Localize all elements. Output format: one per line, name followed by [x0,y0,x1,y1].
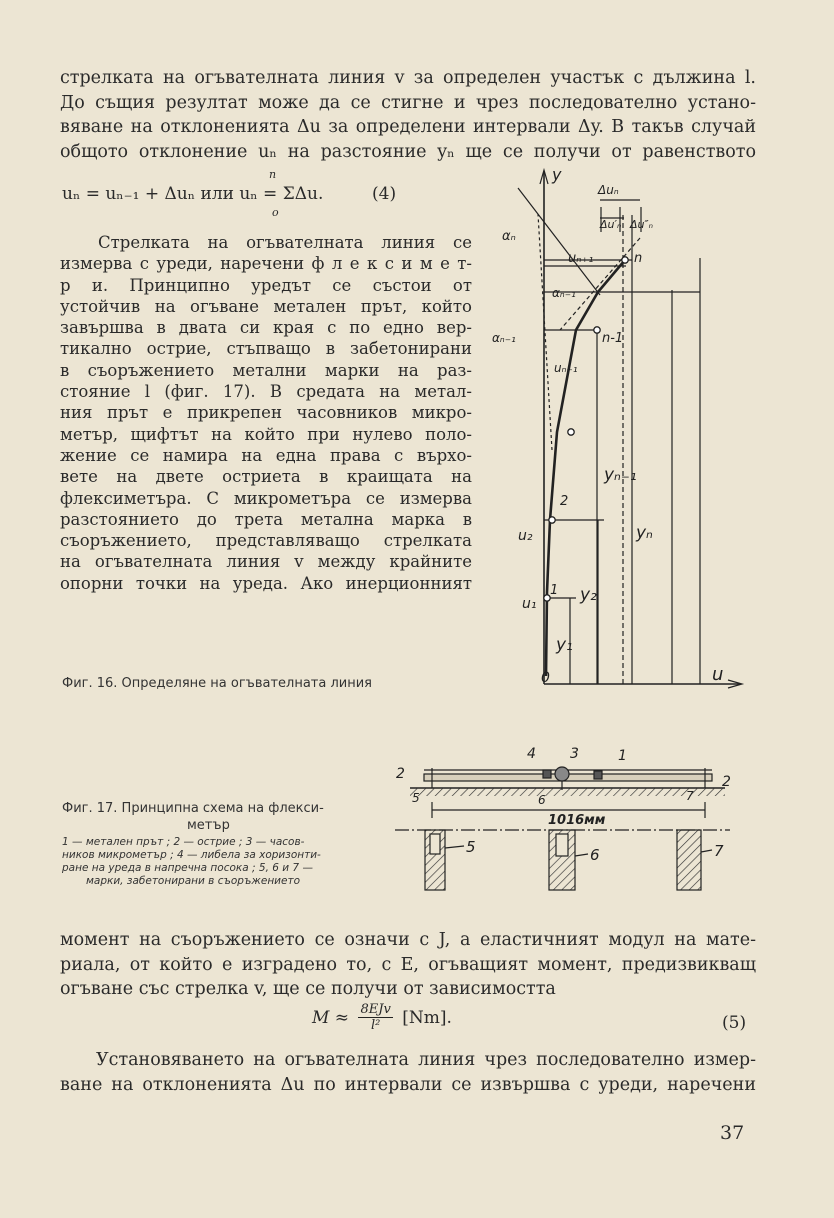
label-alpha-n1: αₙ₋₁ [552,286,576,300]
label-alpha-n1b: αₙ₋₁ [492,331,516,345]
text-line: общото отклонение uₙ на разстояние yₙ ще се получи от равенството [60,141,756,162]
label-2-left: 2 [396,766,405,782]
label-y-n1: yₙ₋₁ [604,465,637,485]
tangent-line [518,188,600,295]
legend-line: 1 — метален прът ; 2 — острие ; 3 — часов- [62,836,305,848]
legend-line: марки, забетонирани в съоръжението [86,875,301,887]
text-line: съоръжението, представляващо стрелката [60,531,472,551]
equation-5-number: (5) [722,1013,747,1033]
equation-4-sum-lower: o [272,206,279,219]
equation-4-sum-upper: n [269,168,277,181]
text-line: флексиметъра. С микрометъра се измерва [60,488,472,508]
text-line: момент на съоръжението се означи с J, а еластичният модул на мате- [60,930,756,950]
label-u-2: u₂ [518,528,533,544]
leader-5 [445,846,464,848]
label-5-top: 5 [412,791,420,805]
curve-point-n [622,257,628,263]
label-6-top: 6 [538,793,546,807]
equation-5-numerator: 8EJv [360,1002,391,1017]
page-number: 37 [720,1122,745,1144]
label-point-n1: n-1 [602,331,624,346]
text-line: тикално острие, стъпващо в забетонирани [60,339,472,359]
label-y-1: y₁ [556,635,573,655]
last-paragraph [60,1048,756,1097]
label-point-2: 2 [560,494,569,509]
leader-7 [701,850,712,852]
text-line: Стрелката на огъвателната линия се [98,233,472,252]
label-du-n: Δuₙ [598,183,619,197]
text-line: в съоръжението метални марки на раз- [60,360,472,380]
text-line: опорни точки на уреда. Ако инерционният [60,573,472,593]
label-y-n: yₙ [636,523,653,543]
label-5-bottom: 5 [466,838,476,856]
text-line: стояние l (фиг. 17). В средата на метал- [60,382,472,402]
text-line: р и. Принципно уредът се състои от [60,275,472,295]
label-y-axis: y [552,165,562,184]
label-2-right: 2 [722,774,731,790]
label-du-n-prime: Δu′ₙ [600,218,622,231]
label-6-bottom: 6 [590,846,600,864]
label-7-bottom: 7 [714,842,724,860]
label-4: 4 [527,746,536,762]
label-alpha-n: αₙ [502,229,516,244]
text-line: ния прът е прикрепен часовников микро- [60,403,472,423]
label-1: 1 [618,748,627,764]
text-line: огъване със стрелка v, ще се получи от зависимостта [60,979,556,999]
label-point-n: n [634,251,643,266]
figure-17-diagram [0,730,834,930]
equation-4-number: (4) [372,184,397,204]
text-line: вете на двете остриета в краищата на [60,467,472,487]
rod-block [594,771,602,779]
label-3: 3 [570,746,579,762]
label-u-n1: uₙ₊₁ [568,251,594,266]
ground-hatch [410,788,725,796]
curve-point-n-1 [594,327,600,333]
marker-7 [677,830,701,890]
text-line: измерва с уреди, наречени ф л е к с и м е т- [60,254,472,274]
equation-5 [312,1002,452,1033]
legend-line: ников микрометър ; 4 — либела за хоризонти- [62,849,321,861]
marker-6-inner [556,834,568,856]
label-point-1: 1 [550,583,559,598]
text-line: жение се намира на една права с върхо- [60,445,472,465]
equation-5-units: [Nm]. [402,1007,452,1028]
equation-5-fraction [358,1002,392,1033]
label-u-1: u₁ [522,596,537,612]
label-7-top: 7 [686,789,694,803]
text-line: устойчив на огъване метален прът, който [60,296,472,316]
text-line: вяване на отклоненията Δu за определени интервали Δy. В такъв случай [60,117,756,137]
micrometer [555,767,569,781]
text-line: метър, щифтът на който при нулево поло- [60,424,472,444]
leader-6 [575,854,588,856]
label-u-axis: u [712,664,724,685]
label-du-n-dprime: Δu″ₙ [630,218,653,231]
text-line: на огъвателната линия v между крайните [60,552,472,572]
label-origin: 0 [541,670,550,686]
curve-point-mid [568,429,574,435]
equation-5-lhs: M ≈ [312,1007,350,1028]
figure-17-caption-title-2: метър [187,818,230,833]
level-bubble [543,770,551,778]
text-line: завършва в двата си края с по едно вер- [60,318,472,338]
label-u-n1b: uₙ₋₁ [554,361,578,375]
equation-4-body: uₙ = uₙ₋₁ + Δuₙ или uₙ = ΣΔu. [62,184,324,204]
text-line: ване на отклоненията Δu по интервали се извършва с уреди, наречени [60,1074,756,1095]
text-line: разстоянието до трета метална марка в [60,509,472,529]
text-line: стрелката на огъвателната линия v за определен участък с дължина l. [60,68,756,88]
figure-17-caption-title: Фиг. 17. Принципна схема на флекси- [62,801,324,816]
label-y-2: y₂ [580,585,597,605]
tangent-line [538,214,552,450]
marker-5-inner [430,834,440,854]
label-dimension: 1016мм [548,813,606,828]
text-line: До същия резултат може да се стигне и чрез последователно устано- [60,92,756,113]
curve-point-2 [549,517,555,523]
equation-5-denominator: l² [370,1018,381,1033]
figure-16-caption: Фиг. 16. Определяне на огъвателната линия [62,676,373,691]
bottom-paragraph [60,928,756,1002]
legend-line: ране на уреда в напречна посока ; 5, 6 и 7 — [62,862,313,874]
text-line: Установяването на огъвателната линия чрез последователно измер- [96,1050,756,1070]
text-line: риала, от който е изградено то, с E, огъващият момент, предизвикващ [60,954,756,975]
